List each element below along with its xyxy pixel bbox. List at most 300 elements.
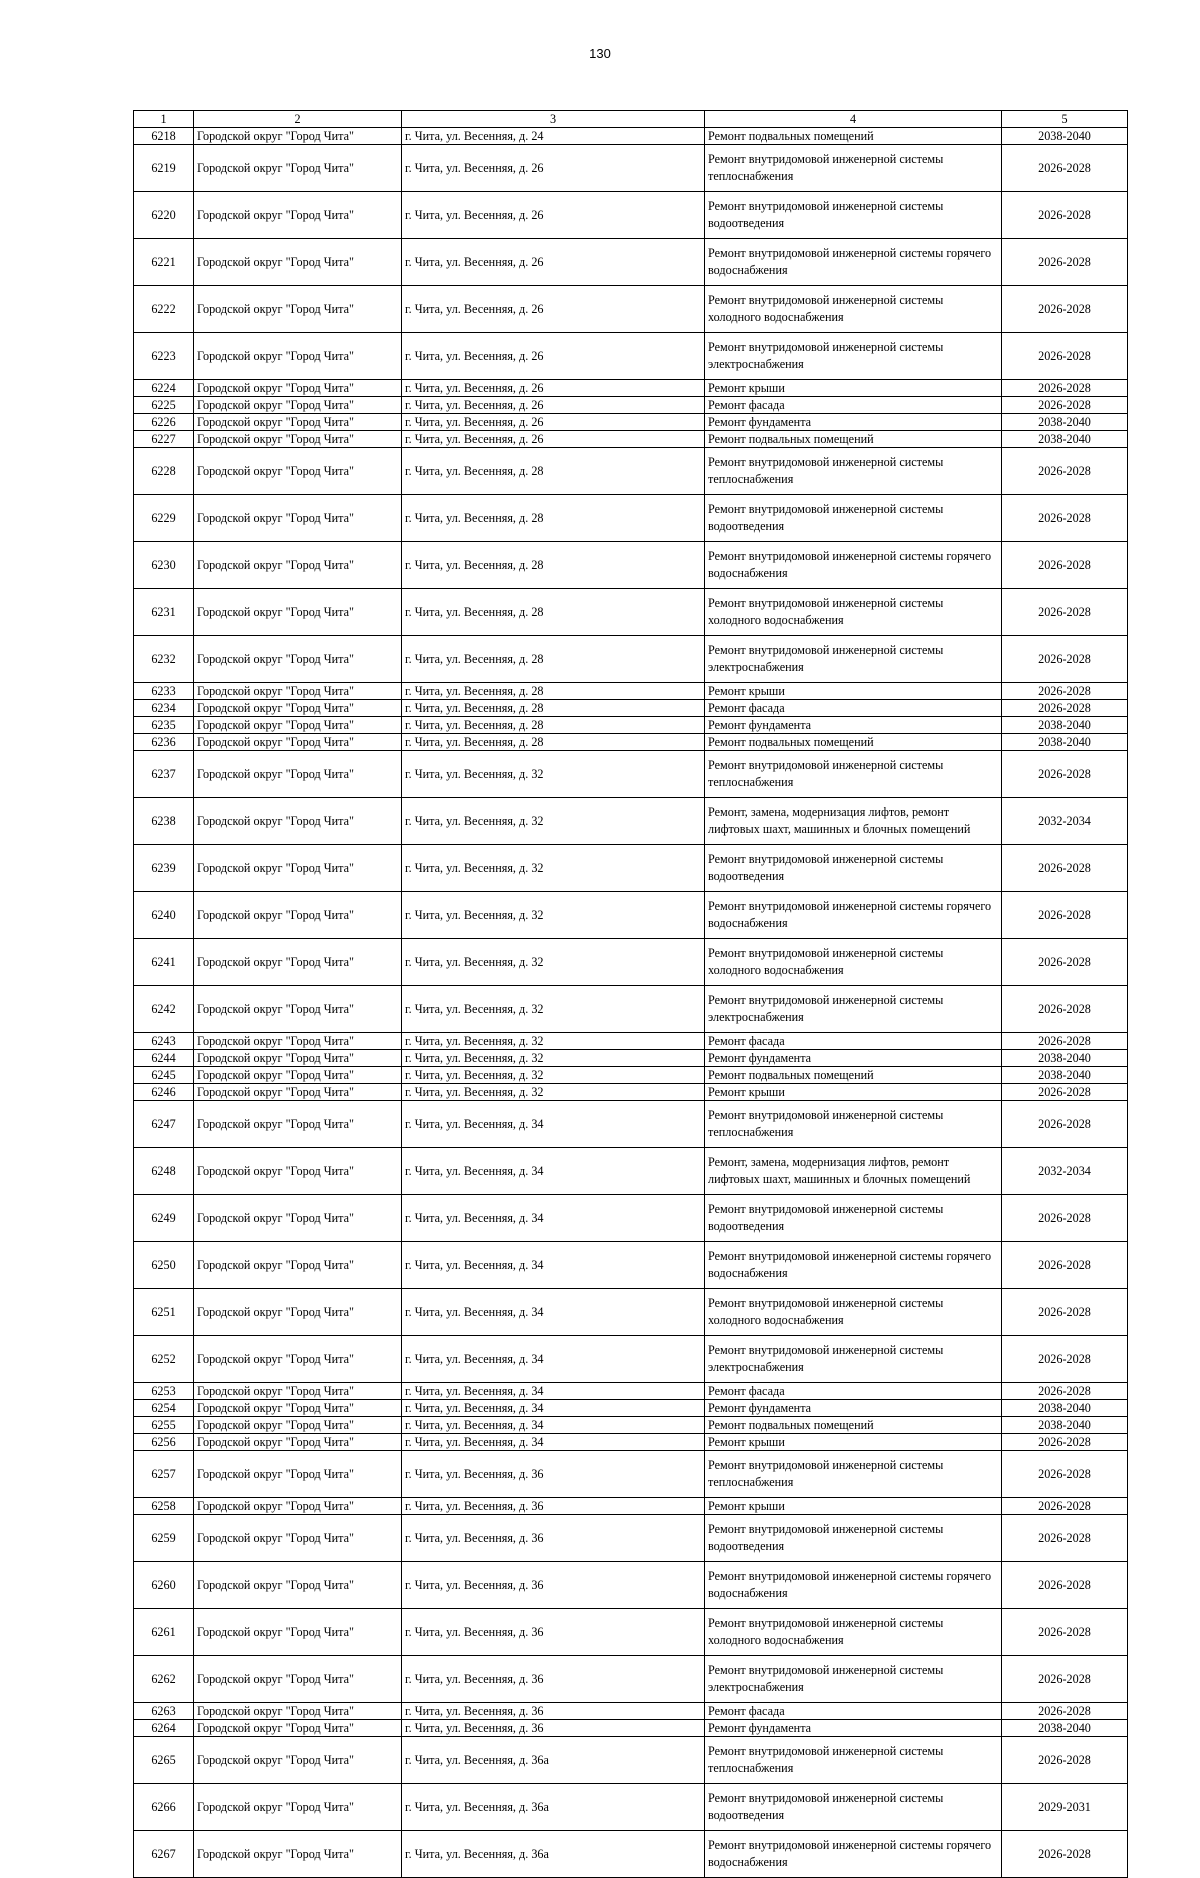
table-row <box>134 192 1128 239</box>
period-cell: 2026-2028 <box>1002 1195 1128 1242</box>
repair-schedule-table <box>133 110 1128 1878</box>
row-number: 6230 <box>134 542 194 589</box>
address-cell: г. Чита, ул. Весенняя, д. 32 <box>402 1084 705 1101</box>
table-header-row <box>134 111 1128 128</box>
municipality-cell: Городской округ "Город Чита" <box>194 700 402 717</box>
row-number: 6220 <box>134 192 194 239</box>
municipality-cell: Городской округ "Город Чита" <box>194 734 402 751</box>
period-cell: 2026-2028 <box>1002 1289 1128 1336</box>
work-type-cell: Ремонт внутридомовой инженерной системы теплоснабжения <box>705 751 1002 798</box>
work-type-cell: Ремонт, замена, модернизация лифтов, ремонт лифтовых шахт, машинных и блочных помещений <box>705 1148 1002 1195</box>
row-number: 6249 <box>134 1195 194 1242</box>
address-cell: г. Чита, ул. Весенняя, д. 36а <box>402 1737 705 1784</box>
work-type-cell: Ремонт внутридомовой инженерной системы водоотведения <box>705 1195 1002 1242</box>
table-row <box>134 1515 1128 1562</box>
work-type-cell: Ремонт внутридомовой инженерной системы горячего водоснабжения <box>705 1562 1002 1609</box>
period-cell: 2026-2028 <box>1002 986 1128 1033</box>
address-cell: г. Чита, ул. Весенняя, д. 34 <box>402 1400 705 1417</box>
table-row <box>134 1498 1128 1515</box>
municipality-cell: Городской округ "Город Чита" <box>194 1336 402 1383</box>
work-type-cell: Ремонт внутридомовой инженерной системы теплоснабжения <box>705 448 1002 495</box>
row-number: 6235 <box>134 717 194 734</box>
municipality-cell: Городской округ "Город Чита" <box>194 1400 402 1417</box>
work-type-cell: Ремонт внутридомовой инженерной системы холодного водоснабжения <box>705 1609 1002 1656</box>
table-row <box>134 798 1128 845</box>
period-cell: 2026-2028 <box>1002 1101 1128 1148</box>
period-cell: 2026-2028 <box>1002 448 1128 495</box>
municipality-cell: Городской округ "Город Чита" <box>194 495 402 542</box>
period-cell: 2026-2028 <box>1002 589 1128 636</box>
table-row <box>134 636 1128 683</box>
period-cell: 2026-2028 <box>1002 542 1128 589</box>
table-row <box>134 683 1128 700</box>
address-cell: г. Чита, ул. Весенняя, д. 36 <box>402 1498 705 1515</box>
period-cell: 2026-2028 <box>1002 1562 1128 1609</box>
table-row <box>134 397 1128 414</box>
municipality-cell: Городской округ "Город Чита" <box>194 1033 402 1050</box>
column-header-2: 2 <box>194 111 402 128</box>
address-cell: г. Чита, ул. Весенняя, д. 36 <box>402 1656 705 1703</box>
table-row <box>134 1831 1128 1878</box>
row-number: 6228 <box>134 448 194 495</box>
address-cell: г. Чита, ул. Весенняя, д. 32 <box>402 1050 705 1067</box>
period-cell: 2026-2028 <box>1002 1703 1128 1720</box>
address-cell: г. Чита, ул. Весенняя, д. 28 <box>402 683 705 700</box>
row-number: 6259 <box>134 1515 194 1562</box>
address-cell: г. Чита, ул. Весенняя, д. 34 <box>402 1383 705 1400</box>
work-type-cell: Ремонт внутридомовой инженерной системы холодного водоснабжения <box>705 589 1002 636</box>
period-cell: 2026-2028 <box>1002 1515 1128 1562</box>
row-number: 6226 <box>134 414 194 431</box>
work-type-cell: Ремонт внутридомовой инженерной системы электроснабжения <box>705 636 1002 683</box>
municipality-cell: Городской округ "Город Чита" <box>194 845 402 892</box>
municipality-cell: Городской округ "Город Чита" <box>194 751 402 798</box>
work-type-cell: Ремонт внутридомовой инженерной системы электроснабжения <box>705 333 1002 380</box>
address-cell: г. Чита, ул. Весенняя, д. 36а <box>402 1831 705 1878</box>
work-type-cell: Ремонт внутридомовой инженерной системы водоотведения <box>705 1784 1002 1831</box>
municipality-cell: Городской округ "Город Чита" <box>194 589 402 636</box>
address-cell: г. Чита, ул. Весенняя, д. 26 <box>402 431 705 448</box>
address-cell: г. Чита, ул. Весенняя, д. 32 <box>402 1033 705 1050</box>
table-row <box>134 734 1128 751</box>
period-cell: 2026-2028 <box>1002 700 1128 717</box>
municipality-cell: Городской округ "Город Чита" <box>194 798 402 845</box>
table-row <box>134 1050 1128 1067</box>
municipality-cell: Городской округ "Город Чита" <box>194 414 402 431</box>
municipality-cell: Городской округ "Город Чита" <box>194 333 402 380</box>
row-number: 6221 <box>134 239 194 286</box>
period-cell: 2029-2031 <box>1002 1784 1128 1831</box>
municipality-cell: Городской округ "Город Чита" <box>194 1562 402 1609</box>
period-cell: 2038-2040 <box>1002 734 1128 751</box>
address-cell: г. Чита, ул. Весенняя, д. 36 <box>402 1720 705 1737</box>
period-cell: 2026-2028 <box>1002 286 1128 333</box>
row-number: 6261 <box>134 1609 194 1656</box>
address-cell: г. Чита, ул. Весенняя, д. 36 <box>402 1451 705 1498</box>
work-type-cell: Ремонт, замена, модернизация лифтов, ремонт лифтовых шахт, машинных и блочных помещений <box>705 798 1002 845</box>
row-number: 6225 <box>134 397 194 414</box>
municipality-cell: Городской округ "Город Чита" <box>194 1084 402 1101</box>
work-type-cell: Ремонт фундамента <box>705 414 1002 431</box>
table-row <box>134 542 1128 589</box>
address-cell: г. Чита, ул. Весенняя, д. 32 <box>402 845 705 892</box>
table-row <box>134 1417 1128 1434</box>
row-number: 6244 <box>134 1050 194 1067</box>
period-cell: 2026-2028 <box>1002 636 1128 683</box>
table-row <box>134 751 1128 798</box>
period-cell: 2026-2028 <box>1002 1383 1128 1400</box>
work-type-cell: Ремонт крыши <box>705 380 1002 397</box>
period-cell: 2026-2028 <box>1002 1737 1128 1784</box>
work-type-cell: Ремонт внутридомовой инженерной системы водоотведения <box>705 1515 1002 1562</box>
row-number: 6218 <box>134 128 194 145</box>
row-number: 6232 <box>134 636 194 683</box>
table-row <box>134 1289 1128 1336</box>
table-row <box>134 1451 1128 1498</box>
row-number: 6257 <box>134 1451 194 1498</box>
municipality-cell: Городской округ "Город Чита" <box>194 1609 402 1656</box>
municipality-cell: Городской округ "Город Чита" <box>194 431 402 448</box>
address-cell: г. Чита, ул. Весенняя, д. 28 <box>402 734 705 751</box>
table-row <box>134 431 1128 448</box>
work-type-cell: Ремонт фундамента <box>705 1400 1002 1417</box>
municipality-cell: Городской округ "Город Чита" <box>194 145 402 192</box>
work-type-cell: Ремонт внутридомовой инженерной системы водоотведения <box>705 495 1002 542</box>
row-number: 6224 <box>134 380 194 397</box>
row-number: 6237 <box>134 751 194 798</box>
period-cell: 2038-2040 <box>1002 1417 1128 1434</box>
table-row <box>134 1434 1128 1451</box>
table-row <box>134 239 1128 286</box>
row-number: 6234 <box>134 700 194 717</box>
work-type-cell: Ремонт фасада <box>705 397 1002 414</box>
address-cell: г. Чита, ул. Весенняя, д. 34 <box>402 1336 705 1383</box>
row-number: 6227 <box>134 431 194 448</box>
municipality-cell: Городской округ "Город Чита" <box>194 1831 402 1878</box>
municipality-cell: Городской округ "Город Чита" <box>194 1148 402 1195</box>
row-number: 6246 <box>134 1084 194 1101</box>
work-type-cell: Ремонт крыши <box>705 683 1002 700</box>
row-number: 6223 <box>134 333 194 380</box>
address-cell: г. Чита, ул. Весенняя, д. 36 <box>402 1703 705 1720</box>
period-cell: 2026-2028 <box>1002 1656 1128 1703</box>
table-row <box>134 1720 1128 1737</box>
row-number: 6258 <box>134 1498 194 1515</box>
work-type-cell: Ремонт фасада <box>705 1033 1002 1050</box>
row-number: 6262 <box>134 1656 194 1703</box>
table-row <box>134 1033 1128 1050</box>
work-type-cell: Ремонт внутридомовой инженерной системы горячего водоснабжения <box>705 892 1002 939</box>
municipality-cell: Городской округ "Город Чита" <box>194 1383 402 1400</box>
municipality-cell: Городской округ "Город Чита" <box>194 128 402 145</box>
period-cell: 2026-2028 <box>1002 333 1128 380</box>
column-header-1: 1 <box>134 111 194 128</box>
period-cell: 2032-2034 <box>1002 798 1128 845</box>
municipality-cell: Городской округ "Город Чита" <box>194 939 402 986</box>
table-row <box>134 1383 1128 1400</box>
table-row <box>134 380 1128 397</box>
work-type-cell: Ремонт внутридомовой инженерной системы холодного водоснабжения <box>705 286 1002 333</box>
municipality-cell: Городской округ "Город Чита" <box>194 239 402 286</box>
municipality-cell: Городской округ "Город Чита" <box>194 892 402 939</box>
row-number: 6219 <box>134 145 194 192</box>
row-number: 6243 <box>134 1033 194 1050</box>
period-cell: 2026-2028 <box>1002 380 1128 397</box>
work-type-cell: Ремонт крыши <box>705 1434 1002 1451</box>
municipality-cell: Городской округ "Город Чита" <box>194 717 402 734</box>
municipality-cell: Городской округ "Город Чита" <box>194 1434 402 1451</box>
municipality-cell: Городской округ "Город Чита" <box>194 1720 402 1737</box>
table-row <box>134 986 1128 1033</box>
row-number: 6238 <box>134 798 194 845</box>
work-type-cell: Ремонт подвальных помещений <box>705 1417 1002 1434</box>
period-cell: 2026-2028 <box>1002 845 1128 892</box>
table-row <box>134 1562 1128 1609</box>
address-cell: г. Чита, ул. Весенняя, д. 34 <box>402 1417 705 1434</box>
work-type-cell: Ремонт внутридомовой инженерной системы электроснабжения <box>705 986 1002 1033</box>
table-row <box>134 1067 1128 1084</box>
period-cell: 2026-2028 <box>1002 683 1128 700</box>
period-cell: 2026-2028 <box>1002 495 1128 542</box>
table-row <box>134 128 1128 145</box>
table-row <box>134 1400 1128 1417</box>
address-cell: г. Чита, ул. Весенняя, д. 36 <box>402 1562 705 1609</box>
address-cell: г. Чита, ул. Весенняя, д. 28 <box>402 448 705 495</box>
work-type-cell: Ремонт внутридомовой инженерной системы холодного водоснабжения <box>705 1289 1002 1336</box>
table-body <box>134 128 1128 1878</box>
period-cell: 2026-2028 <box>1002 397 1128 414</box>
address-cell: г. Чита, ул. Весенняя, д. 28 <box>402 700 705 717</box>
municipality-cell: Городской округ "Город Чита" <box>194 1703 402 1720</box>
work-type-cell: Ремонт крыши <box>705 1084 1002 1101</box>
municipality-cell: Городской округ "Город Чита" <box>194 397 402 414</box>
table-row <box>134 845 1128 892</box>
address-cell: г. Чита, ул. Весенняя, д. 26 <box>402 286 705 333</box>
period-cell: 2026-2028 <box>1002 192 1128 239</box>
period-cell: 2026-2028 <box>1002 1451 1128 1498</box>
row-number: 6239 <box>134 845 194 892</box>
municipality-cell: Городской округ "Город Чита" <box>194 683 402 700</box>
work-type-cell: Ремонт подвальных помещений <box>705 1067 1002 1084</box>
period-cell: 2038-2040 <box>1002 128 1128 145</box>
work-type-cell: Ремонт внутридомовой инженерной системы горячего водоснабжения <box>705 1242 1002 1289</box>
period-cell: 2032-2034 <box>1002 1148 1128 1195</box>
municipality-cell: Городской округ "Город Чита" <box>194 1656 402 1703</box>
address-cell: г. Чита, ул. Весенняя, д. 28 <box>402 717 705 734</box>
table-row <box>134 939 1128 986</box>
work-type-cell: Ремонт внутридомовой инженерной системы теплоснабжения <box>705 1737 1002 1784</box>
row-number: 6241 <box>134 939 194 986</box>
period-cell: 2038-2040 <box>1002 1067 1128 1084</box>
work-type-cell: Ремонт внутридомовой инженерной системы теплоснабжения <box>705 145 1002 192</box>
column-header-5: 5 <box>1002 111 1128 128</box>
municipality-cell: Городской округ "Город Чита" <box>194 1515 402 1562</box>
address-cell: г. Чита, ул. Весенняя, д. 32 <box>402 892 705 939</box>
work-type-cell: Ремонт фасада <box>705 1383 1002 1400</box>
work-type-cell: Ремонт подвальных помещений <box>705 734 1002 751</box>
table-row <box>134 1609 1128 1656</box>
work-type-cell: Ремонт подвальных помещений <box>705 431 1002 448</box>
work-type-cell: Ремонт внутридомовой инженерной системы теплоснабжения <box>705 1451 1002 1498</box>
address-cell: г. Чита, ул. Весенняя, д. 24 <box>402 128 705 145</box>
row-number: 6254 <box>134 1400 194 1417</box>
row-number: 6264 <box>134 1720 194 1737</box>
address-cell: г. Чита, ул. Весенняя, д. 34 <box>402 1148 705 1195</box>
period-cell: 2038-2040 <box>1002 414 1128 431</box>
row-number: 6231 <box>134 589 194 636</box>
period-cell: 2038-2040 <box>1002 717 1128 734</box>
address-cell: г. Чита, ул. Весенняя, д. 34 <box>402 1195 705 1242</box>
row-number: 6248 <box>134 1148 194 1195</box>
column-header-4: 4 <box>705 111 1002 128</box>
address-cell: г. Чита, ул. Весенняя, д. 36 <box>402 1515 705 1562</box>
row-number: 6263 <box>134 1703 194 1720</box>
municipality-cell: Городской округ "Город Чита" <box>194 192 402 239</box>
address-cell: г. Чита, ул. Весенняя, д. 26 <box>402 145 705 192</box>
work-type-cell: Ремонт внутридомовой инженерной системы горячего водоснабжения <box>705 542 1002 589</box>
municipality-cell: Городской округ "Город Чита" <box>194 1417 402 1434</box>
address-cell: г. Чита, ул. Весенняя, д. 26 <box>402 414 705 431</box>
period-cell: 2038-2040 <box>1002 1400 1128 1417</box>
row-number: 6233 <box>134 683 194 700</box>
municipality-cell: Городской округ "Город Чита" <box>194 1498 402 1515</box>
period-cell: 2026-2028 <box>1002 1498 1128 1515</box>
table-row <box>134 495 1128 542</box>
address-cell: г. Чита, ул. Весенняя, д. 34 <box>402 1434 705 1451</box>
work-type-cell: Ремонт фасада <box>705 700 1002 717</box>
table-row <box>134 892 1128 939</box>
address-cell: г. Чита, ул. Весенняя, д. 36а <box>402 1784 705 1831</box>
municipality-cell: Городской округ "Город Чита" <box>194 1289 402 1336</box>
municipality-cell: Городской округ "Город Чита" <box>194 1067 402 1084</box>
period-cell: 2038-2040 <box>1002 1720 1128 1737</box>
table-row <box>134 1101 1128 1148</box>
row-number: 6266 <box>134 1784 194 1831</box>
period-cell: 2026-2028 <box>1002 892 1128 939</box>
row-number: 6250 <box>134 1242 194 1289</box>
row-number: 6236 <box>134 734 194 751</box>
period-cell: 2026-2028 <box>1002 1242 1128 1289</box>
row-number: 6247 <box>134 1101 194 1148</box>
table-row <box>134 1084 1128 1101</box>
municipality-cell: Городской округ "Город Чита" <box>194 636 402 683</box>
municipality-cell: Городской округ "Город Чита" <box>194 448 402 495</box>
work-type-cell: Ремонт крыши <box>705 1498 1002 1515</box>
period-cell: 2026-2028 <box>1002 145 1128 192</box>
address-cell: г. Чита, ул. Весенняя, д. 36 <box>402 1609 705 1656</box>
period-cell: 2026-2028 <box>1002 1033 1128 1050</box>
period-cell: 2038-2040 <box>1002 1050 1128 1067</box>
work-type-cell: Ремонт фасада <box>705 1703 1002 1720</box>
row-number: 6240 <box>134 892 194 939</box>
work-type-cell: Ремонт внутридомовой инженерной системы электроснабжения <box>705 1656 1002 1703</box>
municipality-cell: Городской округ "Город Чита" <box>194 286 402 333</box>
municipality-cell: Городской округ "Город Чита" <box>194 542 402 589</box>
table-row <box>134 1784 1128 1831</box>
table-row <box>134 145 1128 192</box>
row-number: 6256 <box>134 1434 194 1451</box>
work-type-cell: Ремонт фундамента <box>705 1050 1002 1067</box>
work-type-cell: Ремонт фундамента <box>705 1720 1002 1737</box>
work-type-cell: Ремонт подвальных помещений <box>705 128 1002 145</box>
address-cell: г. Чита, ул. Весенняя, д. 32 <box>402 1067 705 1084</box>
address-cell: г. Чита, ул. Весенняя, д. 32 <box>402 798 705 845</box>
municipality-cell: Городской округ "Город Чита" <box>194 1784 402 1831</box>
address-cell: г. Чита, ул. Весенняя, д. 26 <box>402 397 705 414</box>
period-cell: 2026-2028 <box>1002 939 1128 986</box>
row-number: 6245 <box>134 1067 194 1084</box>
municipality-cell: Городской округ "Город Чита" <box>194 986 402 1033</box>
row-number: 6260 <box>134 1562 194 1609</box>
period-cell: 2026-2028 <box>1002 1609 1128 1656</box>
period-cell: 2026-2028 <box>1002 1084 1128 1101</box>
table-row <box>134 414 1128 431</box>
period-cell: 2026-2028 <box>1002 1831 1128 1878</box>
work-type-cell: Ремонт внутридомовой инженерной системы теплоснабжения <box>705 1101 1002 1148</box>
row-number: 6255 <box>134 1417 194 1434</box>
address-cell: г. Чита, ул. Весенняя, д. 34 <box>402 1289 705 1336</box>
table-row <box>134 1737 1128 1784</box>
period-cell: 2026-2028 <box>1002 239 1128 286</box>
address-cell: г. Чита, ул. Весенняя, д. 34 <box>402 1242 705 1289</box>
table-row <box>134 286 1128 333</box>
row-number: 6267 <box>134 1831 194 1878</box>
table-row <box>134 333 1128 380</box>
work-type-cell: Ремонт внутридомовой инженерной системы горячего водоснабжения <box>705 1831 1002 1878</box>
work-type-cell: Ремонт фундамента <box>705 717 1002 734</box>
table-row <box>134 1336 1128 1383</box>
row-number: 6252 <box>134 1336 194 1383</box>
work-type-cell: Ремонт внутридомовой инженерной системы горячего водоснабжения <box>705 239 1002 286</box>
address-cell: г. Чита, ул. Весенняя, д. 26 <box>402 380 705 397</box>
table-row <box>134 1242 1128 1289</box>
row-number: 6229 <box>134 495 194 542</box>
address-cell: г. Чита, ул. Весенняя, д. 28 <box>402 636 705 683</box>
municipality-cell: Городской округ "Город Чита" <box>194 1195 402 1242</box>
table-row <box>134 589 1128 636</box>
work-type-cell: Ремонт внутридомовой инженерной системы электроснабжения <box>705 1336 1002 1383</box>
column-header-3: 3 <box>402 111 705 128</box>
address-cell: г. Чита, ул. Весенняя, д. 34 <box>402 1101 705 1148</box>
municipality-cell: Городской округ "Город Чита" <box>194 1242 402 1289</box>
table-row <box>134 1656 1128 1703</box>
address-cell: г. Чита, ул. Весенняя, д. 32 <box>402 751 705 798</box>
period-cell: 2026-2028 <box>1002 1336 1128 1383</box>
row-number: 6222 <box>134 286 194 333</box>
row-number: 6253 <box>134 1383 194 1400</box>
municipality-cell: Городской округ "Город Чита" <box>194 1050 402 1067</box>
municipality-cell: Городской округ "Город Чита" <box>194 1737 402 1784</box>
work-type-cell: Ремонт внутридомовой инженерной системы холодного водоснабжения <box>705 939 1002 986</box>
row-number: 6242 <box>134 986 194 1033</box>
page-number: 130 <box>589 46 611 61</box>
table-row <box>134 717 1128 734</box>
municipality-cell: Городской округ "Город Чита" <box>194 1451 402 1498</box>
address-cell: г. Чита, ул. Весенняя, д. 26 <box>402 192 705 239</box>
address-cell: г. Чита, ул. Весенняя, д. 32 <box>402 986 705 1033</box>
row-number: 6251 <box>134 1289 194 1336</box>
municipality-cell: Городской округ "Город Чита" <box>194 1101 402 1148</box>
address-cell: г. Чита, ул. Весенняя, д. 32 <box>402 939 705 986</box>
address-cell: г. Чита, ул. Весенняя, д. 26 <box>402 239 705 286</box>
address-cell: г. Чита, ул. Весенняя, д. 28 <box>402 542 705 589</box>
period-cell: 2038-2040 <box>1002 431 1128 448</box>
period-cell: 2026-2028 <box>1002 1434 1128 1451</box>
address-cell: г. Чита, ул. Весенняя, д. 28 <box>402 589 705 636</box>
table-row <box>134 700 1128 717</box>
table-row <box>134 1195 1128 1242</box>
municipality-cell: Городской округ "Город Чита" <box>194 380 402 397</box>
